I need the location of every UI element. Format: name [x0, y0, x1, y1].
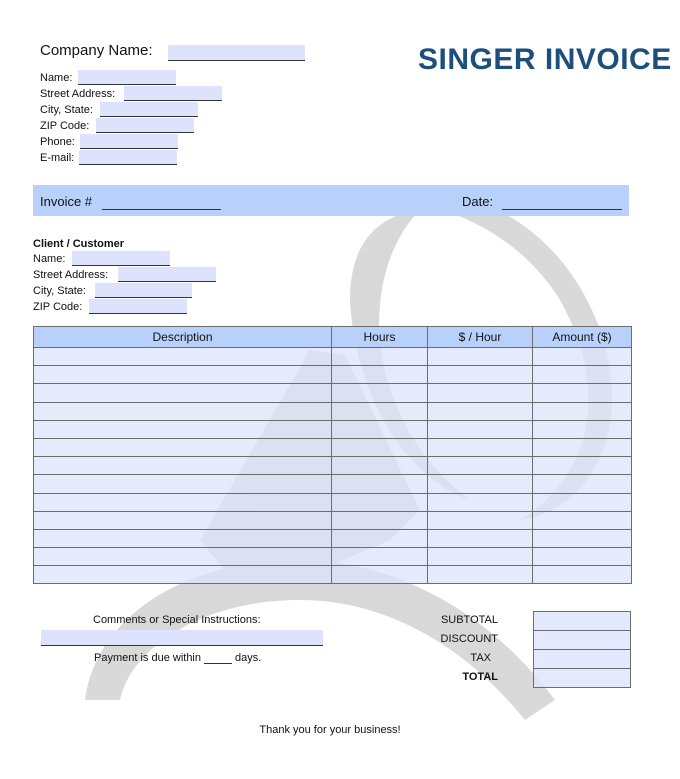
- client-city-label: City, State:: [33, 285, 86, 297]
- hours-cell[interactable]: [332, 420, 428, 438]
- total-label: TOTAL: [462, 671, 498, 683]
- table-row: [34, 529, 632, 547]
- amount-cell[interactable]: [533, 402, 632, 420]
- description-cell[interactable]: [34, 529, 332, 547]
- sender-city-field[interactable]: [100, 102, 198, 117]
- description-cell[interactable]: [34, 511, 332, 529]
- sender-phone-field[interactable]: [80, 134, 178, 149]
- client-zip-field[interactable]: [89, 299, 187, 314]
- sender-city-label: City, State:: [40, 104, 93, 116]
- table-row: [34, 366, 632, 384]
- table-row: [34, 475, 632, 493]
- description-header: Description: [34, 327, 332, 348]
- rate-cell[interactable]: [428, 529, 533, 547]
- discount-field[interactable]: [533, 631, 631, 650]
- description-cell[interactable]: [34, 420, 332, 438]
- rate-cell[interactable]: [428, 566, 533, 584]
- sender-name-field[interactable]: [78, 70, 176, 85]
- date-label: Date:: [462, 194, 494, 209]
- page-title: SINGER INVOICE: [418, 43, 672, 76]
- table-row: [34, 438, 632, 456]
- sender-street-label: Street Address:: [40, 88, 116, 100]
- hours-cell[interactable]: [332, 529, 428, 547]
- hours-cell[interactable]: [332, 348, 428, 366]
- client-street-field[interactable]: [118, 267, 216, 282]
- totals-box: [533, 611, 631, 688]
- hours-cell[interactable]: [332, 384, 428, 402]
- amount-cell[interactable]: [533, 493, 632, 511]
- hours-cell[interactable]: [332, 402, 428, 420]
- hours-cell[interactable]: [332, 548, 428, 566]
- rate-cell[interactable]: [428, 438, 533, 456]
- invoice-number-label: Invoice #: [40, 194, 93, 209]
- hours-cell[interactable]: [332, 438, 428, 456]
- company-name-label: Company Name:: [40, 42, 153, 59]
- amount-header: Amount ($): [533, 327, 632, 348]
- description-cell[interactable]: [34, 402, 332, 420]
- table-row: [34, 420, 632, 438]
- payment-days-field[interactable]: [204, 652, 232, 664]
- amount-cell[interactable]: [533, 548, 632, 566]
- rate-cell[interactable]: [428, 348, 533, 366]
- description-cell[interactable]: [34, 457, 332, 475]
- amount-cell[interactable]: [533, 457, 632, 475]
- sender-name-label: Name:: [40, 72, 73, 84]
- sender-email-label: E-mail:: [40, 152, 75, 164]
- rate-cell[interactable]: [428, 548, 533, 566]
- client-city-field[interactable]: [95, 283, 192, 298]
- subtotal-field[interactable]: [533, 611, 631, 631]
- rate-header: $ / Hour: [428, 327, 533, 348]
- table-row: [34, 493, 632, 511]
- hours-header: Hours: [332, 327, 428, 348]
- description-cell[interactable]: [34, 475, 332, 493]
- thank-you-note: Thank you for your business!: [259, 724, 401, 736]
- rate-cell[interactable]: [428, 511, 533, 529]
- description-cell[interactable]: [34, 548, 332, 566]
- amount-cell[interactable]: [533, 529, 632, 547]
- description-cell[interactable]: [34, 348, 332, 366]
- amount-cell[interactable]: [533, 384, 632, 402]
- amount-cell[interactable]: [533, 566, 632, 584]
- description-cell[interactable]: [34, 438, 332, 456]
- table-row: [34, 566, 632, 584]
- hours-cell[interactable]: [332, 475, 428, 493]
- subtotal-label: SUBTOTAL: [440, 614, 498, 626]
- hours-cell[interactable]: [332, 511, 428, 529]
- payment-terms: [94, 652, 261, 664]
- comments-label: Comments or Special Instructions:: [93, 614, 261, 626]
- amount-cell[interactable]: [533, 348, 632, 366]
- rate-cell[interactable]: [428, 457, 533, 475]
- table-row: [34, 548, 632, 566]
- payment-suffix: days.: [235, 652, 262, 664]
- hours-cell[interactable]: [332, 566, 428, 584]
- tax-field[interactable]: [533, 650, 631, 669]
- table-row: [34, 384, 632, 402]
- amount-cell[interactable]: [533, 438, 632, 456]
- sender-email-field[interactable]: [79, 150, 177, 165]
- sender-zip-field[interactable]: [96, 118, 194, 133]
- client-heading: Client / Customer: [33, 238, 125, 250]
- table-row: [34, 348, 632, 366]
- hours-cell[interactable]: [332, 457, 428, 475]
- sender-street-field[interactable]: [124, 86, 222, 101]
- rate-cell[interactable]: [428, 402, 533, 420]
- client-street-label: Street Address:: [33, 269, 109, 281]
- tax-label: TAX: [470, 652, 491, 664]
- amount-cell[interactable]: [533, 420, 632, 438]
- description-cell[interactable]: [34, 384, 332, 402]
- discount-label: DISCOUNT: [440, 633, 498, 645]
- table-row: [34, 511, 632, 529]
- table-row: [34, 457, 632, 475]
- amount-cell[interactable]: [533, 475, 632, 493]
- description-cell[interactable]: [34, 493, 332, 511]
- client-name-field[interactable]: [72, 251, 170, 266]
- rate-cell[interactable]: [428, 366, 533, 384]
- description-cell[interactable]: [34, 366, 332, 384]
- description-cell[interactable]: [34, 566, 332, 584]
- client-zip-label: ZIP Code:: [33, 301, 83, 313]
- table-header-row: [34, 327, 632, 348]
- rate-cell[interactable]: [428, 475, 533, 493]
- amount-cell[interactable]: [533, 511, 632, 529]
- sender-zip-label: ZIP Code:: [40, 120, 90, 132]
- amount-cell[interactable]: [533, 366, 632, 384]
- payment-prefix: Payment is due within: [94, 652, 201, 664]
- line-items-table: [33, 326, 632, 584]
- date-field[interactable]: [502, 195, 622, 210]
- hours-cell[interactable]: [332, 493, 428, 511]
- rate-cell[interactable]: [428, 384, 533, 402]
- rate-cell[interactable]: [428, 420, 533, 438]
- sender-phone-label: Phone:: [40, 136, 75, 148]
- rate-cell[interactable]: [428, 493, 533, 511]
- company-name-field[interactable]: [168, 45, 305, 61]
- invoice-number-field[interactable]: [102, 195, 221, 210]
- comments-field[interactable]: [41, 630, 323, 646]
- total-field[interactable]: [533, 669, 631, 688]
- hours-cell[interactable]: [332, 366, 428, 384]
- table-row: [34, 402, 632, 420]
- client-name-label: Name:: [33, 253, 66, 265]
